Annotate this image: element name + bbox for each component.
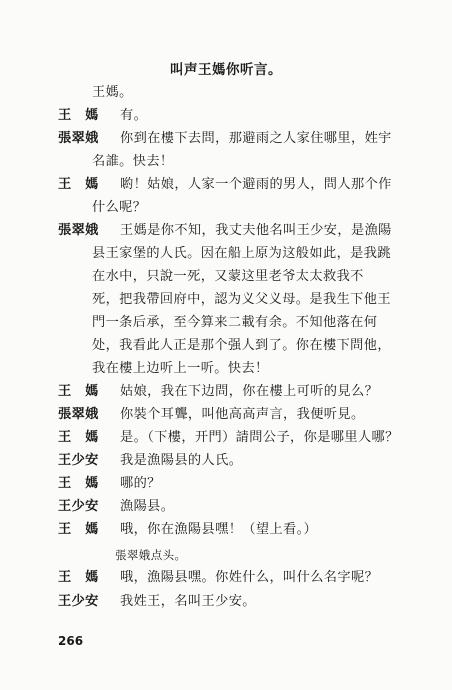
- line-text: 門一条后承，至今算来二載有余。不知他落在何: [92, 315, 378, 330]
- line-text: 哪的？: [120, 476, 161, 491]
- dialogue-line: [92, 246, 391, 262]
- line-text: 王媽。: [92, 85, 133, 100]
- line-text: 你裝个耳聾，叫他高高声言，我便听見。: [120, 407, 365, 422]
- line-text: 在水中，只說一死，又蒙这里老爷太太救我不: [92, 269, 364, 284]
- speaker-name: 王 媽: [58, 522, 99, 537]
- line-text: 哦，漁陽县嘿。你姓什么，叫什么名字呢？: [120, 570, 379, 585]
- line-text: 張翠娥点头。: [115, 548, 187, 562]
- dialogue-line: [58, 570, 378, 586]
- dialogue-line: [58, 499, 174, 515]
- dialogue-line: [58, 407, 365, 423]
- speaker-name: 王 媽: [58, 476, 99, 491]
- dialogue-line: [58, 223, 392, 239]
- speaker-name: 王 媽: [58, 384, 99, 399]
- speaker-name: 王少安: [58, 499, 99, 514]
- dialogue-line: [58, 108, 147, 124]
- line-text: 王媽是你不知，我丈夫他名叫王少安，是漁陽: [120, 223, 392, 238]
- line-text: 是。（下樓，开門）請問公子，你是哪里人哪？: [120, 430, 399, 445]
- dialogue-line: [58, 476, 161, 492]
- line-text: 漁陽县。: [120, 499, 175, 514]
- line-text: 有。: [120, 108, 148, 123]
- speaker-name: 王 媽: [58, 430, 99, 445]
- line-text: 名誰。快去！: [92, 154, 174, 169]
- line-text: 死，把我帶回府中，認为义父义母。是我生下他王: [92, 292, 391, 307]
- dialogue-line: [92, 315, 377, 331]
- line-text: 县王家堡的人氏。因在船上原为这般如此，是我跳: [92, 246, 391, 261]
- dialogue-line: [92, 154, 174, 170]
- dialogue-line: [92, 338, 391, 354]
- dialogue-line: [92, 361, 269, 377]
- speaker-name: 王少安: [58, 594, 99, 609]
- line-text: 喲！姑娘，人家一个避雨的男人，問人那个作: [120, 177, 392, 192]
- page-number: 266: [58, 634, 84, 648]
- line-text: 你到在樓下去問，那避雨之人家住哪里，姓宇: [120, 131, 392, 146]
- line-text: 我是漁陽县的人氏。: [120, 453, 243, 468]
- speaker-name: 張翠娥: [58, 223, 99, 238]
- dialogue-line: [58, 453, 242, 469]
- dialogue-line: [92, 292, 391, 308]
- line-text: 姑娘，我在下边問，你在樓上可听的見么？: [120, 384, 379, 399]
- speaker-name: 張翠娥: [58, 407, 99, 422]
- dialogue-line: [58, 594, 256, 610]
- speaker-name: 王 媽: [58, 108, 99, 123]
- line-text: 什么呢？: [92, 200, 147, 215]
- dialogue-line: [58, 522, 317, 538]
- line-text: 我姓王，名叫王少安。: [120, 594, 256, 609]
- dialogue-line: [58, 430, 399, 446]
- speaker-name: 張翠娥: [58, 131, 99, 146]
- speaker-name: 王 媽: [58, 177, 99, 192]
- dialogue-line: [92, 85, 133, 101]
- dialogue-line: [92, 200, 146, 216]
- dialogue-line: [92, 269, 364, 285]
- stage-direction: [115, 547, 186, 563]
- dialogue-line: [58, 177, 392, 193]
- speaker-name: 王少安: [58, 453, 99, 468]
- dialogue-line: [58, 384, 378, 400]
- page-title: 叫声王媽你听言。: [170, 62, 282, 78]
- dialogue-line: [58, 131, 392, 147]
- line-text: 哦，你在漁陽县嘿！（望上看。）: [120, 522, 318, 537]
- line-text: 处，我看此人正是那个强人到了。你在樓下問他，: [92, 338, 391, 353]
- line-text: 我在樓上边听上一听。快去！: [92, 361, 269, 376]
- speaker-name: 王 媽: [58, 570, 99, 585]
